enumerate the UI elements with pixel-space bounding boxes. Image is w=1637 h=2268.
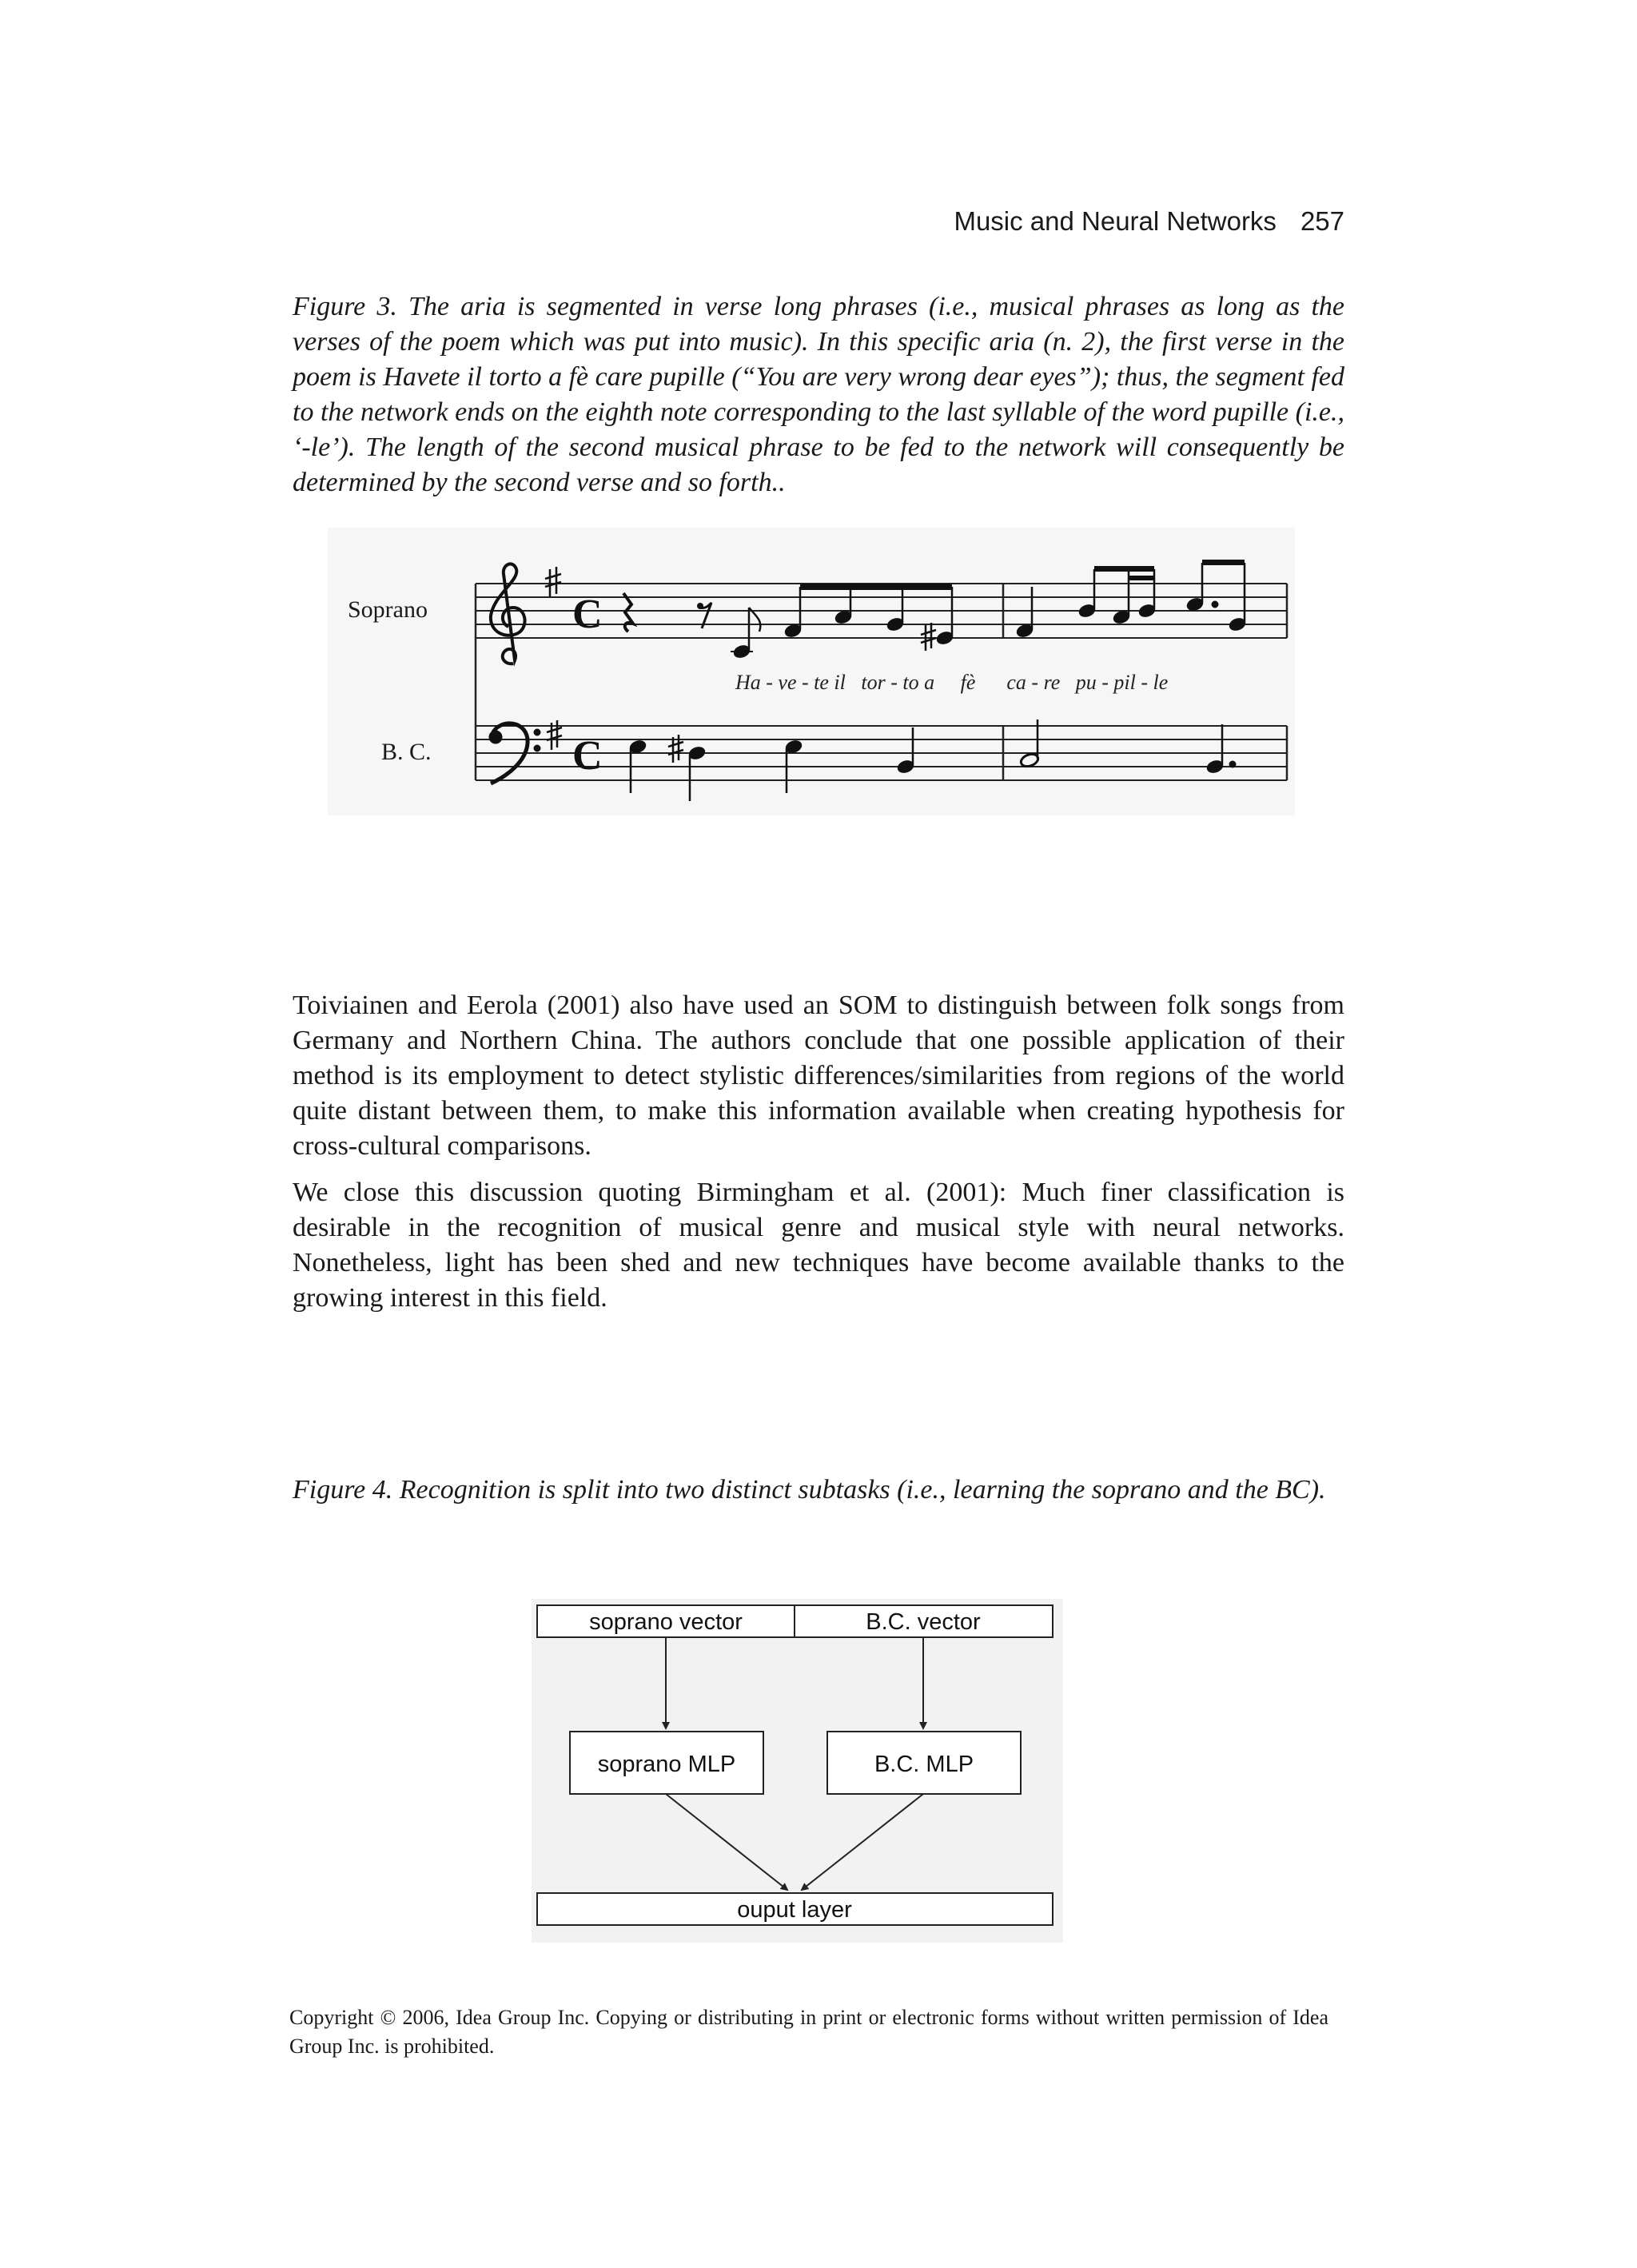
bc-label: B. C. [381, 739, 432, 765]
running-title: Music and Neural Networks [954, 206, 1277, 236]
paragraph-toiviainen: Toiviainen and Eerola (2001) also have used an SOM to distinguish between folk songs from Germany and Northern China. The authors conclude that one possible application of their method is its employment to detect stylistic differences/similarities from regions of the world quite distant between them, to make this information available when creating hypothesis for cross-cultural comparisons. [293, 991, 1344, 1161]
lyrics: Ha - ve - te il tor - to a fè ca - re pu - pil - le [735, 671, 1169, 694]
figure-3-score [328, 528, 1295, 815]
bc-mlp-label: B.C. MLP [874, 1752, 974, 1777]
figure-4-diagram [532, 1599, 1063, 1943]
running-head [799, 206, 1344, 237]
soprano-vector-label: soprano vector [589, 1609, 743, 1635]
figure-3-caption: Figure 3. The aria is segmented in verse long phrases (i.e., musical phrases as long as the verses of the poem which was put into music). In this specific aria (n. 2), the first verse in the poem is Havete il torto a fè care pupille (“You are very wrong dear eyes”); thus, the segment fed to the network ends on the eighth note corresponding to the last syllable of the word pupille (i.e., ‘-le’). The length of the second musical phrase to be fed to the network will consequently be determined by the second verse and so forth.. [293, 292, 1345, 497]
copyright-footer: Copyright © 2006, Idea Group Inc. Copying or distributing in print or electronic forms without written permission of Idea Group Inc. is prohibited. [289, 2006, 1328, 2058]
bc-vector-label: B.C. vector [866, 1609, 981, 1635]
bass-common-time-icon: C [572, 733, 603, 779]
page-number: 257 [1300, 206, 1344, 236]
figure-4-caption: Figure 4. Recognition is split into two distinct subtasks (i.e., learning the soprano and the BC). [293, 1475, 1326, 1505]
output-layer-label: ouput layer [737, 1897, 852, 1923]
paragraph-birmingham: We close this discussion quoting Birmingham et al. (2001): Much finer classification is desirable in the recognition of musical genre and musical style with neural networks. Nonetheless, light has been shed and new techniques have become available thanks to the growing interest in this field. [293, 1178, 1344, 1313]
common-time-icon: C [572, 592, 603, 637]
soprano-mlp-label: soprano MLP [597, 1752, 736, 1777]
soprano-label: Soprano [348, 596, 428, 623]
